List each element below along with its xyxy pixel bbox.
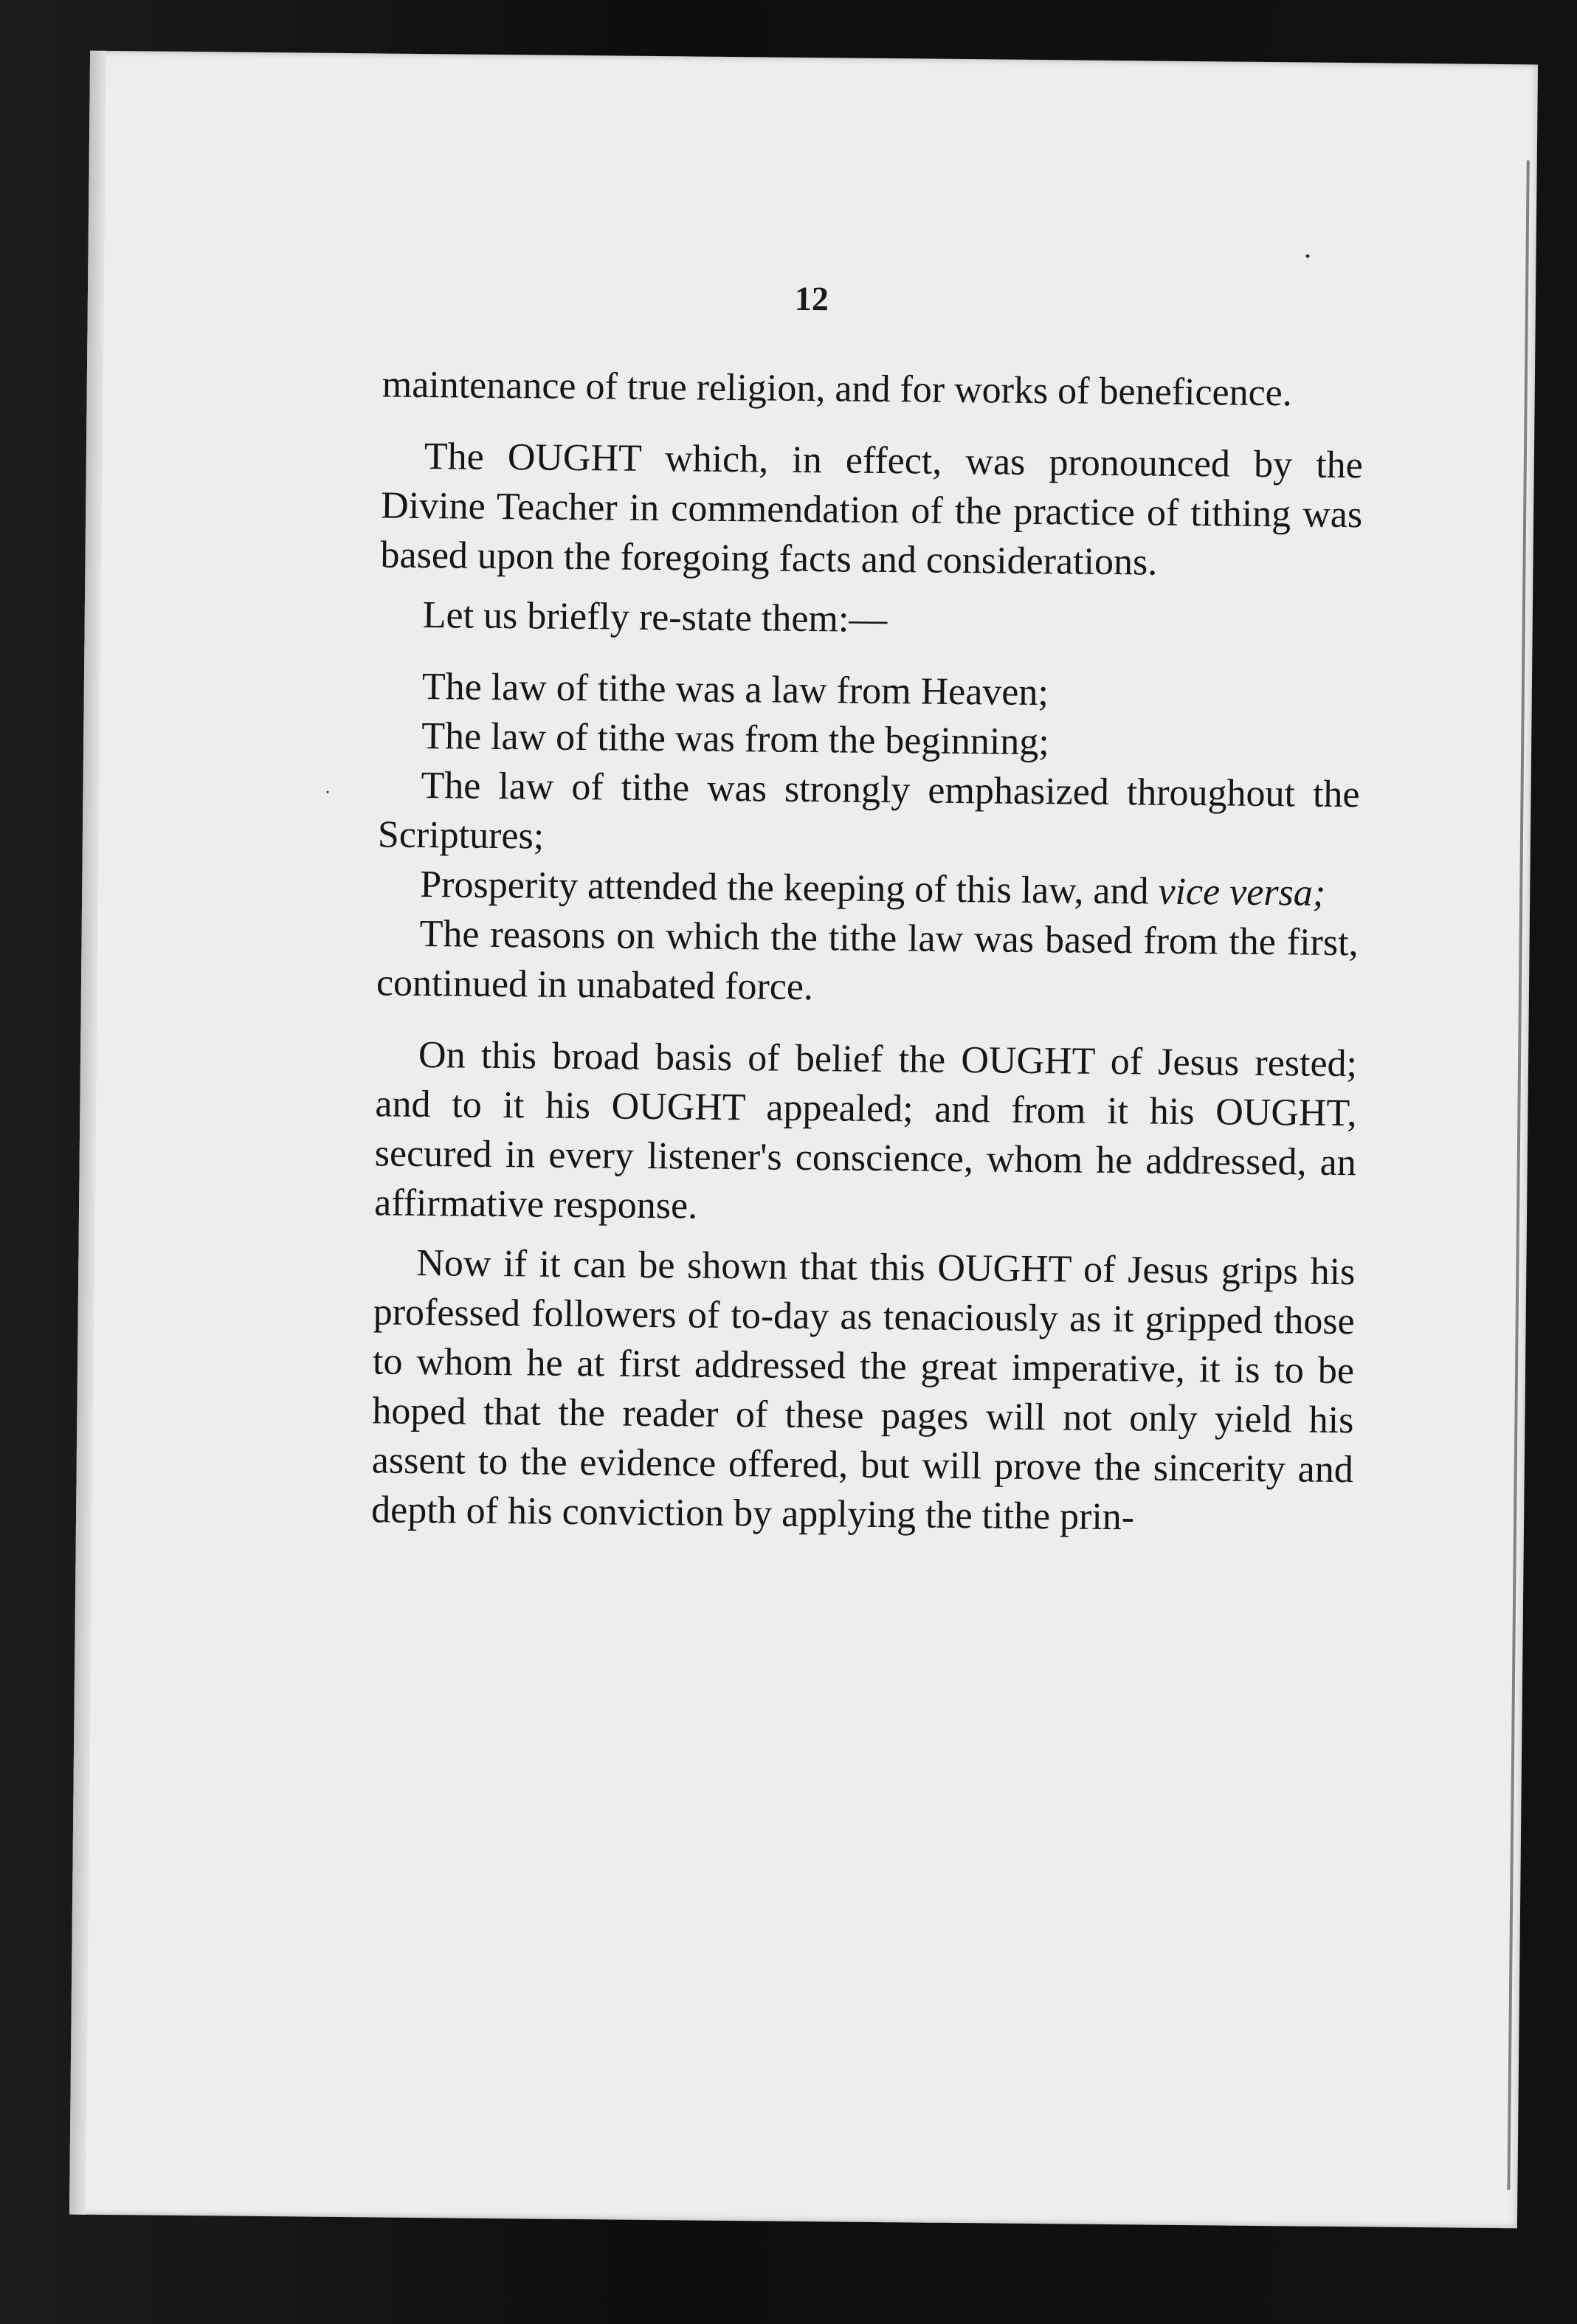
paragraph-now-if: Now if it can be shown that this OUGHT of Jesus grips his professed followers of to-day as tenaciously as it gripped those to whom he at first addressed the great imperative, it is to be hoped that the reader of these pages will not only yield his assent to the evidence offered, but will prove the sincerity and depth of his conviction by applying the tithe prin- <box>370 1241 1356 1539</box>
list-item-text: Prosperity attended the keeping of this law, and <box>420 863 1149 913</box>
restatement-list <box>376 661 1361 1017</box>
scan-speck <box>326 791 328 793</box>
paragraph-ought-pronounced: The OUGHT which, in effect, was pronounced by the Divine Teacher in commendation of the practice of tithing was based upon the foregoing facts and considerations. <box>380 435 1364 584</box>
list-item-italic-text: vice versa; <box>1158 870 1326 914</box>
list-item: The law of tithe was from the beginning; <box>421 715 1050 764</box>
list-item: The law of tithe was a law from Heaven; <box>421 666 1049 714</box>
body-text <box>371 359 1364 1544</box>
page-number: 12 <box>794 279 829 318</box>
scan-speck <box>1305 254 1309 258</box>
paragraph-restate: Let us briefly re-state them:— <box>422 594 888 641</box>
book-page <box>69 51 1538 2229</box>
paragraph-broad-basis: On this broad basis of belief the OUGHT of Jesus rested; and to it his OUGHT appealed; and from it his OUGHT, secured in every listener's conscience, whom he addressed, an affirmative response. <box>373 1033 1358 1227</box>
list-item: The reasons on which the tithe law was based from the first, continued in unabated force. <box>376 912 1359 1009</box>
list-item <box>377 859 1359 918</box>
paragraph-continuation: maintenance of true religion, and for works of beneficence. <box>382 363 1293 415</box>
list-item: The law of tithe was strongly emphasized throughout the Scriptures; <box>377 765 1360 858</box>
